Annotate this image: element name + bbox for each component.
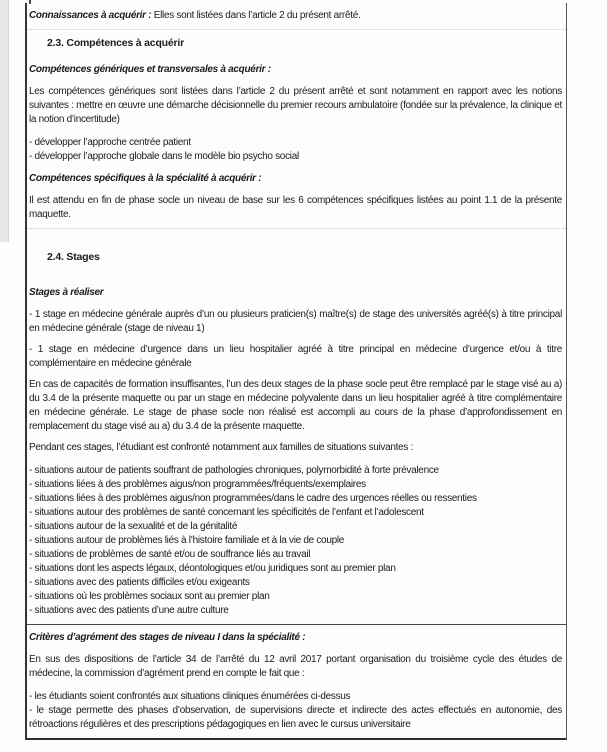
stages-heading: Stages à réaliser: [29, 287, 104, 298]
list-item: - le stage permette des phases d’observation, de supervisions directe et indirecte des actes effectués en autonomie, des rétroactions régulières et des prescriptions pédagogiques en lien avec le cursus universitaire: [29, 705, 562, 730]
competences-box: [27, 57, 566, 229]
list-item: - situations où les problèmes sociaux sont au premier plan: [29, 591, 270, 602]
connaissances-text: Elles sont listées dans l’article 2 du présent arrêté.: [153, 10, 361, 21]
connaissances-box: [27, 3, 566, 30]
criteres-heading: Critères d’agrément des stages de niveau I dans la spécialité :: [29, 632, 306, 643]
scan-edge-artifact: [0, 0, 9, 242]
list-item: - situations liées à des problèmes aigus/non programmées/fréquents/exemplaires: [29, 479, 366, 490]
generic-competences-heading: Compétences génériques et transversales à acquérir :: [29, 64, 271, 75]
situations-intro: Pendant ces stages, l’étudiant est confronté notamment aux familles de situations suivantes :: [29, 442, 414, 453]
list-item: - situations autour de problèmes liés à l’histoire familiale et à la vie de couple: [29, 535, 345, 546]
stage-1-paragraph: - 1 stage en médecine générale auprès d’un ou plusieurs praticien(s) maître(s) de stage des universités agréé(s) à titre principal en médecine générale (stage de niveau 1): [29, 309, 562, 334]
connaissances-lead: Connaissances à acquérir :: [29, 10, 152, 21]
list-item: - développer l’approche centrée patient: [29, 137, 191, 148]
replacement-paragraph: En cas de capacités de formation insuffisantes, l’un des deux stages de la phase socle peut être remplacé par le stage visé au a) du 3.4 de la présente maquette ou par un stage en médecine polyvalente dans un lieu hospitalier agréé à titre complémentaire en médecine générale. Le stage de phase socle non réalisé est accompli au cours de la phase d’approfondissement en remplacement du stage visé au a) du 3.4 de la présente maquette.: [29, 379, 562, 432]
generic-competences-list: [29, 136, 562, 164]
section-heading-2-4: 2.4. Stages: [47, 251, 100, 263]
list-item: - situations avec des patients d’une autre culture: [29, 605, 229, 616]
generic-competences-paragraph: Les compétences génériques sont listées dans l’article 2 du présent arrêté et sont notamment en rapport avec les notions suivantes : mettre en œuvre une démarche décisionnelle du premier recours ambulatoire (fondée sur la prévalence, la clinique et la notion d’incertitude): [29, 86, 562, 125]
stage-2-paragraph: - 1 stage en médecine d’urgence dans un lieu hospitalier agréé à titre principal en médecine d’urgence et/ou à titre complémentaire en médecine générale: [29, 344, 562, 369]
list-item: - situations liées à des problèmes aigus/non programmées/dans le cadre des urgences réelles ou ressenties: [29, 493, 477, 504]
criteres-list: [29, 690, 562, 732]
list-item: - situations de problèmes de santé et/ou de souffrance liés au travail: [29, 549, 311, 560]
maquette-table: [25, 3, 567, 740]
criteres-intro: En sus des dispositions de l’article 34 de l’arrêté du 12 avril 2017 portant organisation du troisième cycle des études de médecine, la commission d’agrément prend en compte le fait que :: [29, 654, 562, 679]
situations-list: [29, 464, 562, 618]
specific-competences-paragraph: Il est attendu en fin de phase socle un niveau de base sur les 6 compétences spécifiques listées au point 1.1 de la présente maquette.: [29, 195, 562, 220]
list-item: - développer l’approche globale dans le modèle bio psycho social: [29, 151, 299, 162]
list-item: - situations avec des patients difficiles et/ou exigeants: [29, 577, 250, 588]
list-item: - situations autour de la sexualité et de la génitalité: [29, 521, 238, 532]
list-item: - situations autour de patients souffrant de pathologies chroniques, polymorbidité à forte prévalence: [29, 465, 439, 476]
list-item: - situations dont les aspects légaux, déontologiques et/ou juridiques sont au premier plan: [29, 563, 396, 574]
connaissances-paragraph: [29, 9, 562, 23]
list-item: - les étudiants soient confrontés aux situations cliniques énumérées ci-dessus: [29, 691, 351, 702]
specific-competences-heading: Compétences spécifiques à la spécialité à acquérir :: [29, 173, 262, 184]
list-item: - situations autour des problèmes de santé concernant les spécificités de l’enfant et l’adolescent: [29, 507, 424, 518]
section-heading-2-3: 2.3. Compétences à acquérir: [47, 37, 184, 49]
criteres-box: [27, 625, 566, 740]
stages-box: [27, 280, 566, 625]
